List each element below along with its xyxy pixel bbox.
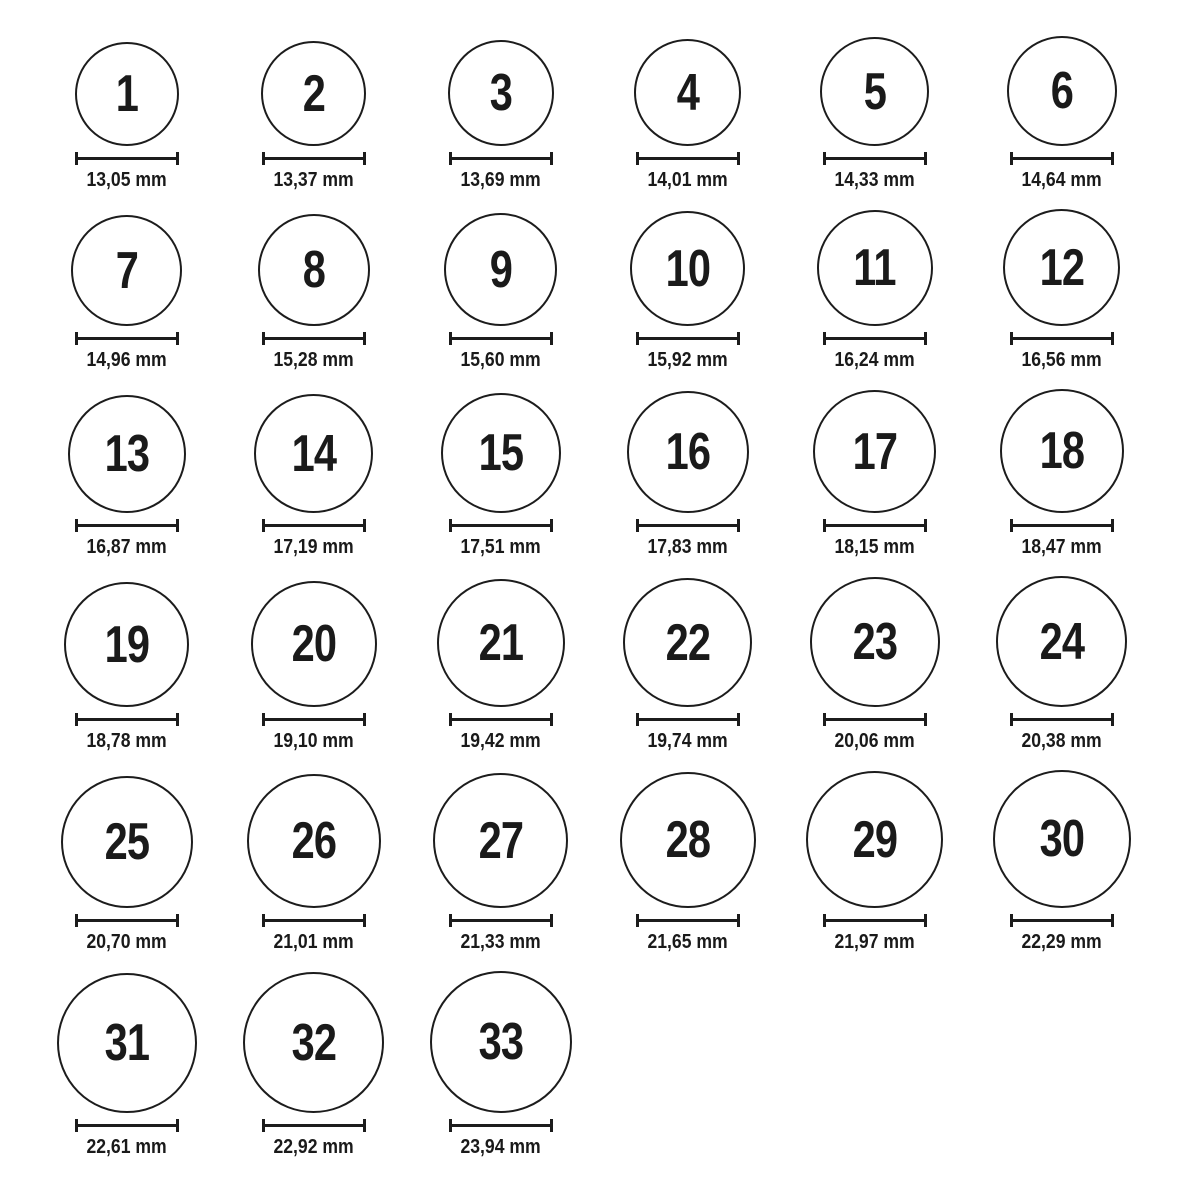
diameter-measure-line xyxy=(636,152,740,165)
ring-size-number: 10 xyxy=(665,239,710,298)
diameter-measure-line xyxy=(449,519,553,532)
ring-size-cell xyxy=(33,42,220,191)
measure-bar xyxy=(639,337,737,340)
measure-bar xyxy=(1013,524,1111,527)
ring-size-number: 32 xyxy=(291,1013,336,1072)
measure-bar xyxy=(826,524,924,527)
ring-circle xyxy=(810,577,940,707)
ring-size-number: 3 xyxy=(489,64,512,122)
ring-circle xyxy=(1000,389,1124,513)
ring-size-cell xyxy=(407,40,594,191)
ring-size-number: 14 xyxy=(291,424,336,483)
ring-circle xyxy=(993,770,1131,908)
diameter-measure-line xyxy=(1010,152,1114,165)
diameter-measure-line xyxy=(823,332,927,345)
ring-size-number: 21 xyxy=(478,614,523,672)
ring-size-cell xyxy=(594,39,781,191)
ring-size-number: 29 xyxy=(852,810,897,869)
ring-size-number: 31 xyxy=(104,1014,149,1072)
ring-circle xyxy=(254,394,373,513)
diameter-label: 20,38 mm xyxy=(1021,730,1102,752)
ring-size-number: 22 xyxy=(665,613,710,672)
measure-bar xyxy=(639,524,737,527)
diameter-label: 18,15 mm xyxy=(834,536,915,558)
diameter-measure-line xyxy=(823,713,927,726)
ring-size-cell xyxy=(33,582,220,752)
diameter-measure-line xyxy=(262,914,366,927)
diameter-label: 14,64 mm xyxy=(1021,169,1102,191)
measure-bar xyxy=(826,157,924,160)
measure-bar xyxy=(1013,337,1111,340)
diameter-label: 21,01 mm xyxy=(273,931,354,953)
diameter-measure-line xyxy=(823,152,927,165)
ring-size-cell xyxy=(968,36,1155,191)
ring-circle xyxy=(448,40,554,146)
diameter-measure-line xyxy=(75,713,179,726)
diameter-label: 13,05 mm xyxy=(86,169,167,191)
ring-size-number: 6 xyxy=(1050,62,1073,120)
diameter-label: 16,56 mm xyxy=(1021,349,1102,371)
ring-size-cell xyxy=(968,576,1155,752)
ring-size-cell xyxy=(407,393,594,558)
ring-circle xyxy=(996,576,1127,707)
ring-circle xyxy=(57,973,197,1113)
diameter-label: 14,33 mm xyxy=(834,169,915,191)
diameter-measure-line xyxy=(1010,519,1114,532)
ring-circle xyxy=(1003,209,1120,326)
diameter-label: 19,74 mm xyxy=(647,730,728,752)
measure-bar xyxy=(826,337,924,340)
ring-size-cell xyxy=(407,773,594,953)
ring-size-cell xyxy=(968,209,1155,371)
ring-row xyxy=(33,576,1155,752)
diameter-label: 21,33 mm xyxy=(460,931,541,953)
ring-circle xyxy=(623,578,752,707)
diameter-measure-line xyxy=(75,519,179,532)
ring-size-number: 9 xyxy=(489,240,512,299)
ring-size-cell xyxy=(781,577,968,752)
ring-row xyxy=(33,209,1155,371)
ring-size-number: 28 xyxy=(665,811,710,869)
ring-circle xyxy=(630,211,745,326)
ring-circle xyxy=(441,393,561,513)
diameter-label: 15,28 mm xyxy=(273,349,354,371)
ring-circle xyxy=(813,390,936,513)
diameter-label: 16,24 mm xyxy=(834,349,915,371)
diameter-label: 14,96 mm xyxy=(86,349,167,371)
diameter-measure-line xyxy=(449,332,553,345)
measure-bar xyxy=(265,524,363,527)
ring-size-number: 11 xyxy=(853,239,896,297)
ring-size-number: 23 xyxy=(852,613,897,671)
measure-bar xyxy=(78,718,176,721)
ring-circle xyxy=(71,215,182,326)
measure-bar xyxy=(78,919,176,922)
ring-circle xyxy=(817,210,933,326)
diameter-label: 13,69 mm xyxy=(460,169,541,191)
measure-bar xyxy=(639,718,737,721)
ring-circle xyxy=(820,37,929,146)
diameter-label: 16,87 mm xyxy=(86,536,167,558)
measure-bar xyxy=(265,1124,363,1127)
measure-bar xyxy=(78,1124,176,1127)
ring-size-number: 15 xyxy=(478,424,523,482)
measure-bar xyxy=(1013,718,1111,721)
ring-size-cell xyxy=(407,579,594,752)
measure-bar xyxy=(78,337,176,340)
ring-row xyxy=(33,389,1155,558)
measure-bar xyxy=(452,1124,550,1127)
ring-circle xyxy=(433,773,568,908)
diameter-label: 20,06 mm xyxy=(834,730,915,752)
measure-bar xyxy=(78,157,176,160)
ring-size-cell xyxy=(33,776,220,953)
diameter-label: 19,42 mm xyxy=(460,730,541,752)
diameter-label: 15,92 mm xyxy=(647,349,728,371)
ring-size-number: 19 xyxy=(104,615,149,674)
measure-bar xyxy=(452,157,550,160)
diameter-measure-line xyxy=(823,519,927,532)
ring-size-cell xyxy=(594,578,781,752)
ring-size-cell xyxy=(220,41,407,191)
ring-size-number: 30 xyxy=(1039,810,1084,868)
ring-circle xyxy=(444,213,557,326)
ring-size-number: 33 xyxy=(478,1013,523,1071)
ring-circle xyxy=(251,581,377,707)
ring-circle xyxy=(243,972,384,1113)
diameter-label: 22,61 mm xyxy=(86,1136,167,1158)
ring-size-number: 2 xyxy=(302,64,325,123)
ring-row xyxy=(33,770,1155,953)
ring-size-number: 8 xyxy=(302,241,325,299)
ring-size-cell xyxy=(781,210,968,371)
ring-size-cell xyxy=(220,972,407,1158)
measure-bar xyxy=(639,157,737,160)
measure-bar xyxy=(639,919,737,922)
ring-size-cell xyxy=(968,770,1155,953)
ring-size-cell xyxy=(781,771,968,953)
ring-size-cell xyxy=(220,774,407,953)
measure-bar xyxy=(452,919,550,922)
diameter-measure-line xyxy=(1010,332,1114,345)
ring-size-cell xyxy=(594,772,781,953)
diameter-measure-line xyxy=(262,1119,366,1132)
ring-size-cell xyxy=(220,394,407,558)
measure-bar xyxy=(1013,157,1111,160)
ring-size-number: 12 xyxy=(1039,238,1084,297)
diameter-measure-line xyxy=(449,713,553,726)
measure-bar xyxy=(452,337,550,340)
diameter-label: 18,78 mm xyxy=(86,730,167,752)
ring-size-cell xyxy=(407,971,594,1158)
ring-circle xyxy=(247,774,381,908)
ring-size-number: 26 xyxy=(291,812,336,870)
diameter-label: 14,01 mm xyxy=(647,169,728,191)
ring-size-cell xyxy=(33,215,220,371)
ring-circle xyxy=(75,42,179,146)
ring-size-cell xyxy=(781,390,968,558)
ring-size-number: 17 xyxy=(852,422,897,481)
diameter-measure-line xyxy=(262,332,366,345)
ring-circle xyxy=(430,971,572,1113)
measure-bar xyxy=(452,524,550,527)
diameter-measure-line xyxy=(449,914,553,927)
ring-circle xyxy=(620,772,756,908)
ring-circle xyxy=(437,579,565,707)
diameter-label: 17,83 mm xyxy=(647,536,728,558)
ring-size-cell xyxy=(781,37,968,191)
diameter-label: 21,65 mm xyxy=(647,931,728,953)
measure-bar xyxy=(265,919,363,922)
ring-size-cell xyxy=(220,581,407,752)
ring-circle xyxy=(627,391,749,513)
ring-row xyxy=(33,36,1155,191)
measure-bar xyxy=(265,718,363,721)
diameter-label: 13,37 mm xyxy=(273,169,354,191)
diameter-measure-line xyxy=(636,332,740,345)
ring-size-number: 1 xyxy=(115,65,138,123)
measure-bar xyxy=(826,919,924,922)
diameter-label: 17,51 mm xyxy=(460,536,541,558)
ring-size-cell xyxy=(33,395,220,558)
diameter-label: 22,92 mm xyxy=(273,1136,354,1158)
diameter-measure-line xyxy=(449,152,553,165)
diameter-measure-line xyxy=(75,332,179,345)
ring-size-cell xyxy=(968,389,1155,558)
measure-bar xyxy=(265,337,363,340)
ring-circle xyxy=(634,39,741,146)
diameter-label: 15,60 mm xyxy=(460,349,541,371)
diameter-label: 23,94 mm xyxy=(460,1136,541,1158)
ring-size-number: 24 xyxy=(1039,612,1084,671)
ring-circle xyxy=(806,771,943,908)
diameter-measure-line xyxy=(1010,914,1114,927)
ring-size-cell xyxy=(220,214,407,371)
ring-size-number: 7 xyxy=(115,241,138,300)
diameter-measure-line xyxy=(75,1119,179,1132)
diameter-measure-line xyxy=(636,914,740,927)
ring-size-number: 13 xyxy=(104,425,149,483)
ring-circle xyxy=(258,214,370,326)
measure-bar xyxy=(265,157,363,160)
diameter-measure-line xyxy=(262,713,366,726)
ring-size-number: 16 xyxy=(665,423,710,481)
diameter-measure-line xyxy=(449,1119,553,1132)
ring-size-number: 5 xyxy=(863,62,886,121)
diameter-measure-line xyxy=(262,152,366,165)
diameter-label: 22,29 mm xyxy=(1021,931,1102,953)
ring-row xyxy=(33,971,1155,1158)
ring-circle xyxy=(1007,36,1117,146)
ring-circle xyxy=(261,41,366,146)
ring-circle xyxy=(64,582,189,707)
measure-bar xyxy=(826,718,924,721)
ring-size-number: 18 xyxy=(1039,422,1084,480)
diameter-label: 21,97 mm xyxy=(834,931,915,953)
ring-size-number: 20 xyxy=(291,615,336,673)
ring-circle xyxy=(61,776,193,908)
diameter-measure-line xyxy=(636,713,740,726)
ring-circle xyxy=(68,395,186,513)
diameter-label: 18,47 mm xyxy=(1021,536,1102,558)
diameter-measure-line xyxy=(75,914,179,927)
ring-size-cell xyxy=(407,213,594,371)
measure-bar xyxy=(1013,919,1111,922)
ring-size-number: 25 xyxy=(104,813,149,871)
ring-size-number: 27 xyxy=(478,811,523,870)
ring-size-cell xyxy=(594,211,781,371)
diameter-label: 20,70 mm xyxy=(86,931,167,953)
diameter-label: 17,19 mm xyxy=(273,536,354,558)
ring-size-number: 4 xyxy=(676,63,699,122)
diameter-measure-line xyxy=(823,914,927,927)
ring-size-cell xyxy=(33,973,220,1158)
diameter-measure-line xyxy=(1010,713,1114,726)
measure-bar xyxy=(78,524,176,527)
ring-size-cell xyxy=(594,391,781,558)
diameter-measure-line xyxy=(75,152,179,165)
diameter-label: 19,10 mm xyxy=(273,730,354,752)
diameter-measure-line xyxy=(262,519,366,532)
diameter-measure-line xyxy=(636,519,740,532)
measure-bar xyxy=(452,718,550,721)
